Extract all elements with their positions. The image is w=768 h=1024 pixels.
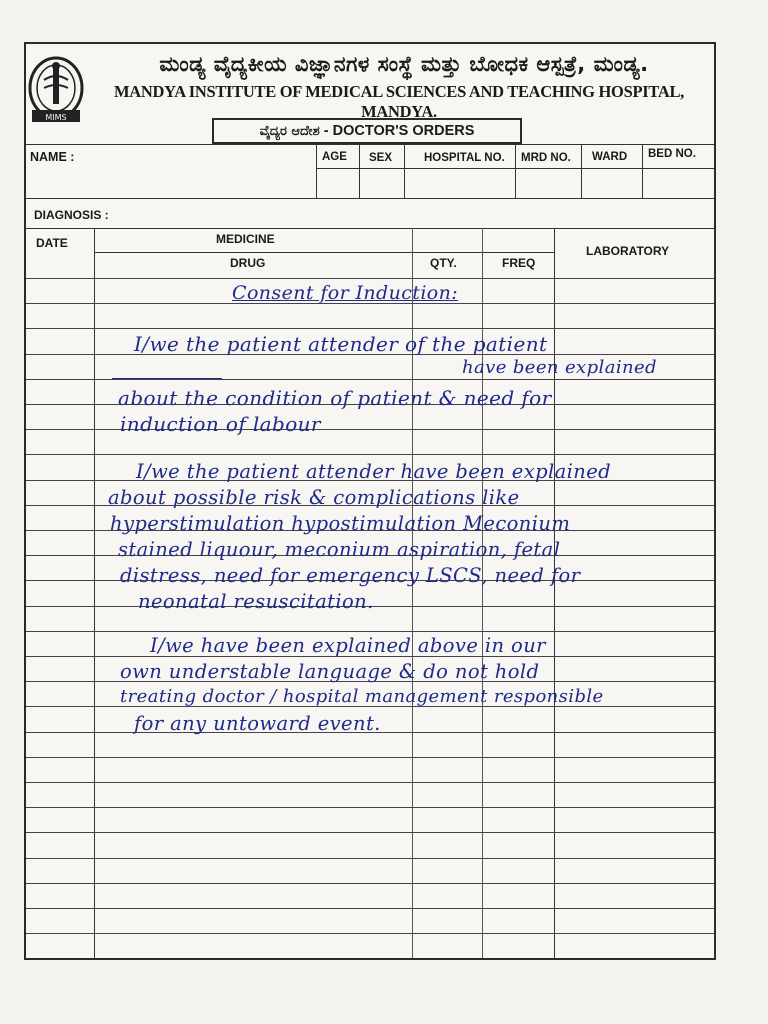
handwritten-line: I/we the patient attender of the patient	[134, 332, 548, 356]
table-row-line	[26, 908, 714, 909]
table-row-line	[26, 782, 714, 783]
qty-header: QTY.	[430, 256, 457, 270]
orders-label-english: DOCTOR'S ORDERS	[332, 123, 475, 139]
svg-text:MIMS: MIMS	[45, 113, 67, 122]
medicine-header: MEDICINE	[216, 232, 275, 246]
diagnosis-label: DIAGNOSIS :	[34, 208, 109, 222]
table-row-line	[26, 278, 714, 279]
table-row-line	[26, 757, 714, 758]
handwritten-line: I/we have been explained above in our	[150, 634, 546, 657]
handwritten-line: treating doctor / hospital management responsible	[120, 686, 604, 707]
handwritten-line: distress, need for emergency LSCS, need for	[120, 564, 581, 587]
table-row-line	[26, 328, 714, 329]
table-row-line	[26, 858, 714, 859]
table-row-line	[26, 454, 714, 455]
drug-header: DRUG	[230, 256, 266, 270]
ward-label: WARD	[592, 151, 628, 163]
orders-label-kannada: ವೈದ್ಯರ ಆದೇಶ	[259, 124, 320, 139]
handwritten-line: stained liquour, meconium aspiration, fetal	[118, 538, 561, 561]
kannada-title: ಮಂಡ್ಯ ವೈದ್ಯಕೀಯ ವಿಜ್ಞಾನಗಳ ಸಂಸ್ಥೆ ಮತ್ತು ಬೋಧಕ ಆಸ್ಪತ್ರೆ, ಮಂಡ್ಯ.	[159, 52, 649, 76]
english-title: MANDYA INSTITUTE OF MEDICAL SCIENCES AND TEACHING HOSPITAL, MANDYA.	[113, 82, 684, 121]
table-row-line	[26, 883, 714, 884]
mrd-no-label: MRD NO.	[521, 152, 571, 164]
orders-separator: -	[323, 123, 329, 139]
table-row-line	[26, 933, 714, 934]
hospital-no-label: HOSPITAL NO.	[424, 152, 505, 164]
freq-header: FREQ	[502, 256, 536, 270]
handwritten-line: hyperstimulation hypostimulation Meconium	[110, 512, 571, 535]
handwritten-line: induction of labour	[120, 412, 321, 436]
handwritten-line: have been explained	[462, 357, 657, 378]
table-row-line	[26, 807, 714, 808]
handwritten-line: neonatal resuscitation.	[138, 590, 374, 613]
table-row-line	[26, 379, 714, 380]
handwritten-line: own understable language & do not hold	[120, 660, 540, 683]
handwritten-line: about the condition of patient & need for	[118, 386, 552, 410]
handwritten-line: I/we the patient attender have been explained	[136, 460, 612, 483]
hospital-emblem-logo	[26, 54, 86, 128]
table-row-line	[26, 631, 714, 632]
doctors-orders-form	[24, 42, 716, 960]
date-header: DATE	[36, 236, 68, 250]
bed-no-label: BED NO.	[648, 148, 696, 160]
laboratory-header: LABORATORY	[586, 244, 670, 258]
consent-heading: Consent for Induction:	[232, 282, 459, 304]
handwritten-line: for any untoward event.	[134, 712, 381, 735]
name-label: NAME :	[30, 150, 75, 164]
table-row-line	[26, 832, 714, 833]
sex-label: SEX	[369, 152, 393, 164]
handwritten-line: about possible risk & complications like	[108, 486, 520, 509]
age-label: AGE	[322, 151, 347, 163]
doctors-orders-banner	[212, 118, 522, 144]
